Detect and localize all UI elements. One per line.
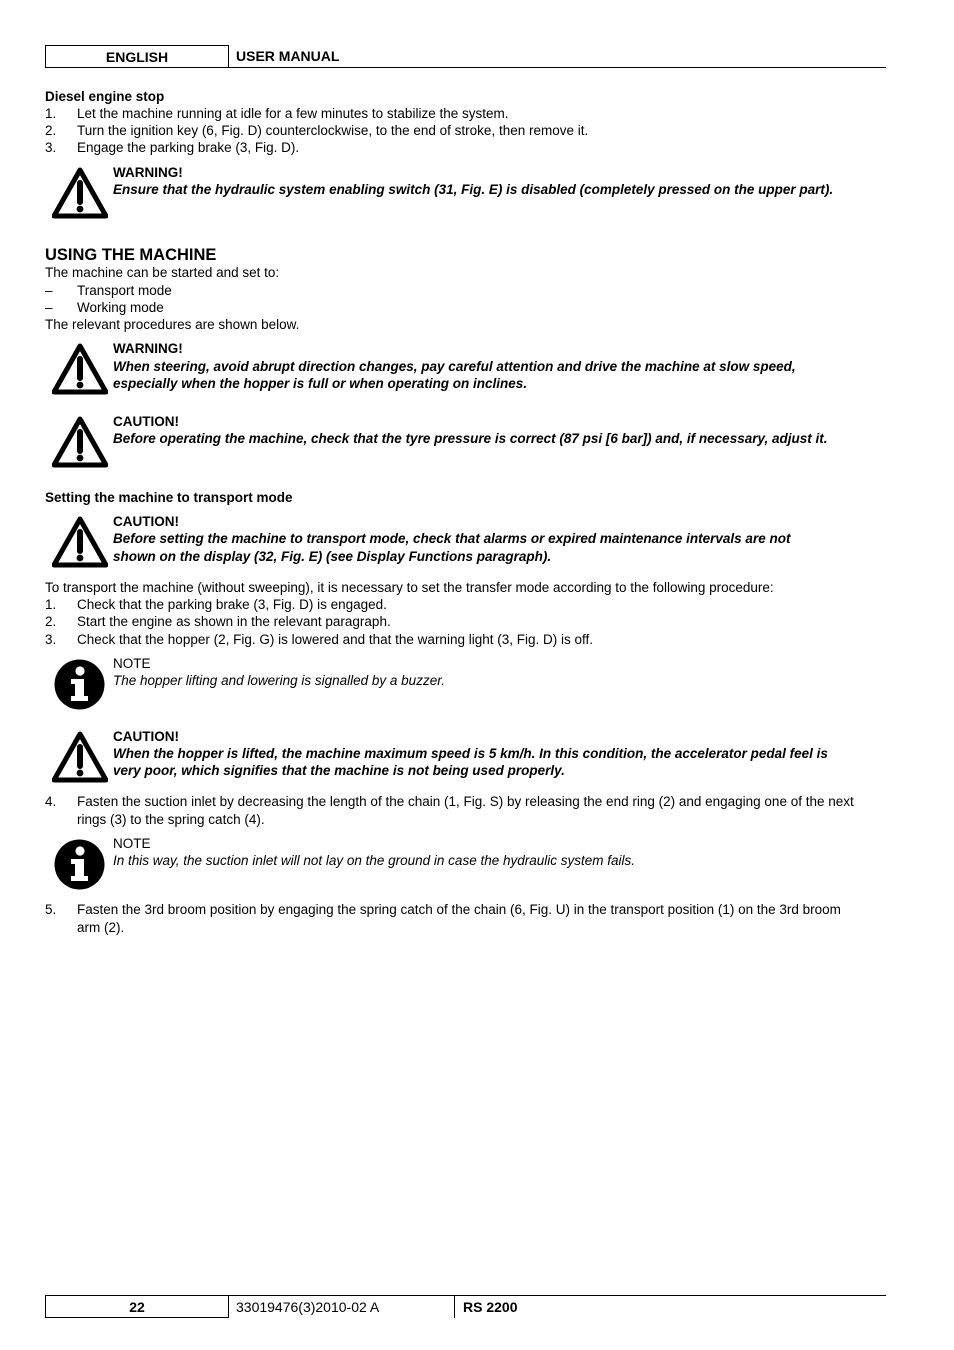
- intro-text: To transport the machine (without sweeping), it is necessary to set the transfer mode according to the following procedure:: [45, 580, 774, 595]
- list-item: Working mode: [77, 300, 164, 315]
- caution-triangle-icon: [52, 516, 108, 568]
- caution-text-line: When the hopper is lifted, the machine maximum speed is 5 km/h. In this condition, the accelerator pedal feel is: [113, 746, 828, 761]
- step-number: 1.: [45, 106, 57, 121]
- info-icon: [54, 659, 105, 710]
- caution-text-line: shown on the display (32, Fig. E) (see Display Functions paragraph).: [113, 549, 552, 564]
- step-number: 2.: [45, 614, 57, 629]
- list-bullet: –: [45, 300, 53, 315]
- section-heading-transport-mode: Setting the machine to transport mode: [45, 490, 293, 505]
- warning-triangle-icon: [52, 343, 108, 395]
- step-text: Fasten the suction inlet by decreasing the length of the chain (1, Fig. S) by releasing the end ring (2) and engaging one of the next rings (3) to the spring catch (4).: [77, 794, 854, 827]
- header-language: ENGLISH: [45, 45, 229, 67]
- header-title: USER MANUAL: [236, 48, 340, 64]
- page-number: 22: [45, 1296, 229, 1318]
- warning-triangle-icon: [52, 167, 108, 219]
- caution-text: Before operating the machine, check that the tyre pressure is correct (87 psi [6 bar]) and, if necessary, adjust it.: [113, 431, 828, 446]
- warning-text: Ensure that the hydraulic system enabling switch (31, Fig. E) is disabled (completely pressed on the upper part).: [113, 182, 834, 197]
- note-text: The hopper lifting and lowering is signalled by a buzzer.: [113, 673, 445, 688]
- list-bullet: –: [45, 283, 53, 298]
- caution-label: CAUTION!: [113, 729, 179, 744]
- step-number: 3.: [45, 140, 57, 155]
- caution-text-line: Before setting the machine to transport mode, check that alarms or expired maintenance intervals are not: [113, 531, 791, 546]
- step-text: Start the engine as shown in the relevant paragraph.: [77, 614, 391, 629]
- step-text: Fasten the 3rd broom position by engaging the spring catch of the chain (6, Fig. U) in the transport position (1) on the 3rd broom arm (2).: [77, 902, 841, 935]
- caution-label: CAUTION!: [113, 414, 179, 429]
- info-icon: [54, 839, 105, 890]
- section-heading-using-machine: USING THE MACHINE: [45, 246, 217, 264]
- note-label: NOTE: [113, 836, 151, 851]
- warning-label: WARNING!: [113, 165, 183, 180]
- step-number: 1.: [45, 597, 57, 612]
- note-label: NOTE: [113, 656, 151, 671]
- intro-text: The machine can be started and set to:: [45, 265, 280, 280]
- caution-label: CAUTION!: [113, 514, 179, 529]
- outro-text: The relevant procedures are shown below.: [45, 317, 300, 332]
- model-name: RS 2200: [463, 1299, 518, 1315]
- warning-text-line: When steering, avoid abrupt direction changes, pay careful attention and drive the machine at slow speed,: [113, 359, 796, 374]
- page-header: [45, 45, 886, 68]
- step-text: Check that the parking brake (3, Fig. D) is engaged.: [77, 597, 387, 612]
- warning-text-line: especially when the hopper is full or when operating on inclines.: [113, 376, 528, 391]
- step-number: 4.: [45, 794, 57, 809]
- caution-triangle-icon: [52, 416, 108, 468]
- page-footer: [45, 1295, 886, 1318]
- footer-divider: [454, 1296, 455, 1318]
- caution-triangle-icon: [52, 731, 108, 783]
- step-text: Let the machine running at idle for a few minutes to stabilize the system.: [77, 106, 509, 121]
- step-number: 5.: [45, 902, 57, 917]
- document-code: 33019476(3)2010-02 A: [236, 1299, 380, 1315]
- step-text: Check that the hopper (2, Fig. G) is lowered and that the warning light (3, Fig. D) is off.: [77, 632, 593, 647]
- step-number: 3.: [45, 632, 57, 647]
- note-text: In this way, the suction inlet will not lay on the ground in case the hydraulic system fails.: [113, 853, 636, 868]
- caution-text-line: very poor, which signifies that the machine is not being used properly.: [113, 763, 565, 778]
- step-number: 2.: [45, 123, 57, 138]
- step-text: Engage the parking brake (3, Fig. D).: [77, 140, 300, 155]
- warning-label: WARNING!: [113, 341, 183, 356]
- step-text: Turn the ignition key (6, Fig. D) counterclockwise, to the end of stroke, then remove it.: [77, 123, 589, 138]
- section-heading-diesel-stop: Diesel engine stop: [45, 89, 165, 104]
- list-item: Transport mode: [77, 283, 172, 298]
